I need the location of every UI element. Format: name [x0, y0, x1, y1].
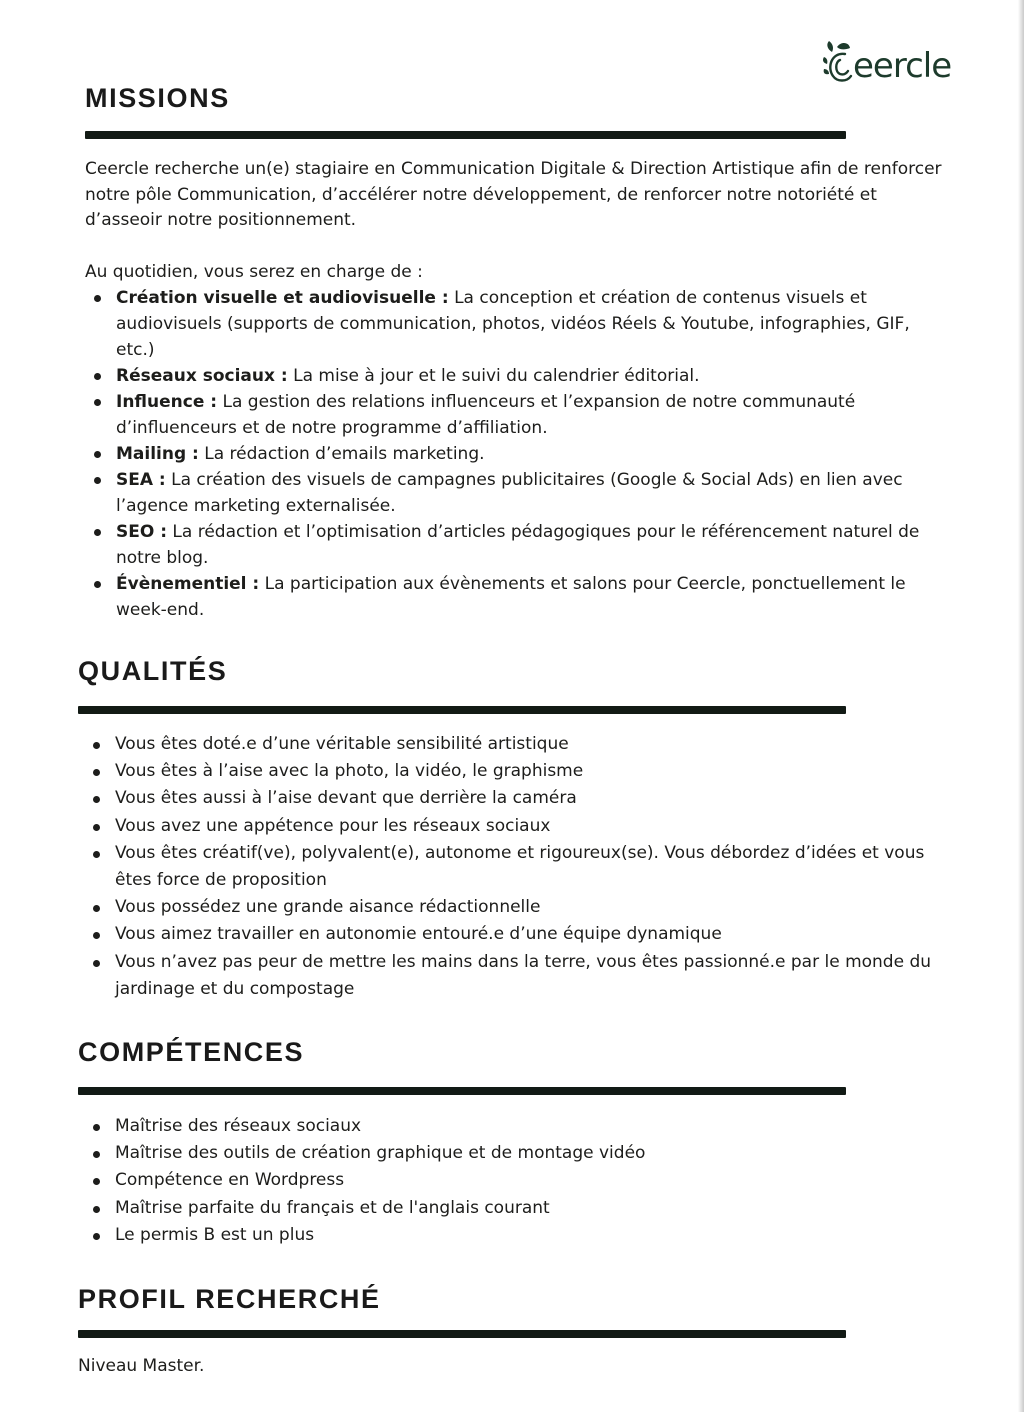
- profil-text: Niveau Master.: [78, 1356, 205, 1376]
- missions-rule: [85, 131, 846, 139]
- profil-heading: PROFIL RECHERCHÉ: [78, 1284, 381, 1314]
- list-item: Évènementiel : La participation aux évènements et salons pour Ceercle, ponctuellement le week-end.: [85, 571, 945, 623]
- list-item: Vous avez une appétence pour les réseaux sociaux: [84, 813, 944, 840]
- list-item: Vous êtes aussi à l’aise devant que derrière la caméra: [84, 785, 944, 812]
- list-item: Réseaux sociaux : La mise à jour et le suivi du calendrier éditorial.: [85, 363, 945, 389]
- logo-wordmark: eercle: [853, 46, 952, 86]
- page-edge-shadow: [1018, 0, 1024, 1412]
- ceercle-logo: [823, 38, 978, 86]
- qualites-heading: QUALITÉS: [78, 656, 228, 686]
- competences-list: [84, 1113, 944, 1249]
- list-item: Maîtrise des outils de création graphique et de montage vidéo: [84, 1140, 944, 1167]
- list-item: Vous êtes doté.e d’une véritable sensibilité artistique: [84, 731, 944, 758]
- list-item: Influence : La gestion des relations influenceurs et l’expansion de notre communauté d’influenceurs et de notre programme d’affiliation.: [85, 389, 945, 441]
- list-item: Vous possédez une grande aisance rédactionnelle: [84, 894, 944, 921]
- list-item: Vous aimez travailler en autonomie entouré.e d’une équipe dynamique: [84, 921, 944, 948]
- competences-heading: COMPÉTENCES: [78, 1037, 305, 1067]
- list-item: Vous êtes créatif(ve), polyvalent(e), autonome et rigoureux(se). Vous débordez d’idées et vous êtes force de proposition: [84, 840, 944, 894]
- qualites-rule: [78, 706, 846, 714]
- competences-rule: [78, 1087, 846, 1095]
- list-item: Création visuelle et audiovisuelle : La conception et création de contenus visuels et audiovisuels (supports de communication, photos, vidéos Réels & Youtube, infographies, GIF, etc.): [85, 285, 945, 363]
- list-item: SEO : La rédaction et l’optimisation d’articles pédagogiques pour le référencement naturel de notre blog.: [85, 519, 945, 571]
- missions-intro: Ceercle recherche un(e) stagiaire en Communication Digitale & Direction Artistique afin de renforcer notre pôle Communication, d’accélérer notre développement, de renforcer notre notoriété et d’asseoir notre positionnement.: [85, 159, 942, 231]
- list-item: Maîtrise parfaite du français et de l'anglais courant: [84, 1195, 944, 1222]
- list-item: Maîtrise des réseaux sociaux: [84, 1113, 944, 1140]
- list-item: Le permis B est un plus: [84, 1222, 944, 1249]
- list-item: Compétence en Wordpress: [84, 1167, 944, 1194]
- missions-lead: Au quotidien, vous serez en charge de :: [85, 262, 423, 282]
- list-item: SEA : La création des visuels de campagnes publicitaires (Google & Social Ads) en lien avec l’agence marketing externalisée.: [85, 467, 945, 519]
- profil-rule: [78, 1330, 846, 1338]
- missions-heading: MISSIONS: [85, 83, 230, 113]
- list-item: Vous êtes à l’aise avec la photo, la vidéo, le graphisme: [84, 758, 944, 785]
- qualites-list: [84, 731, 944, 1003]
- list-item: Vous n’avez pas peur de mettre les mains dans la terre, vous êtes passionné.e par le monde du jardinage et du compostage: [84, 949, 944, 1003]
- ceercle-logo-mark: [823, 38, 978, 86]
- list-item: Mailing : La rédaction d’emails marketing.: [85, 441, 945, 467]
- missions-list: [85, 285, 945, 623]
